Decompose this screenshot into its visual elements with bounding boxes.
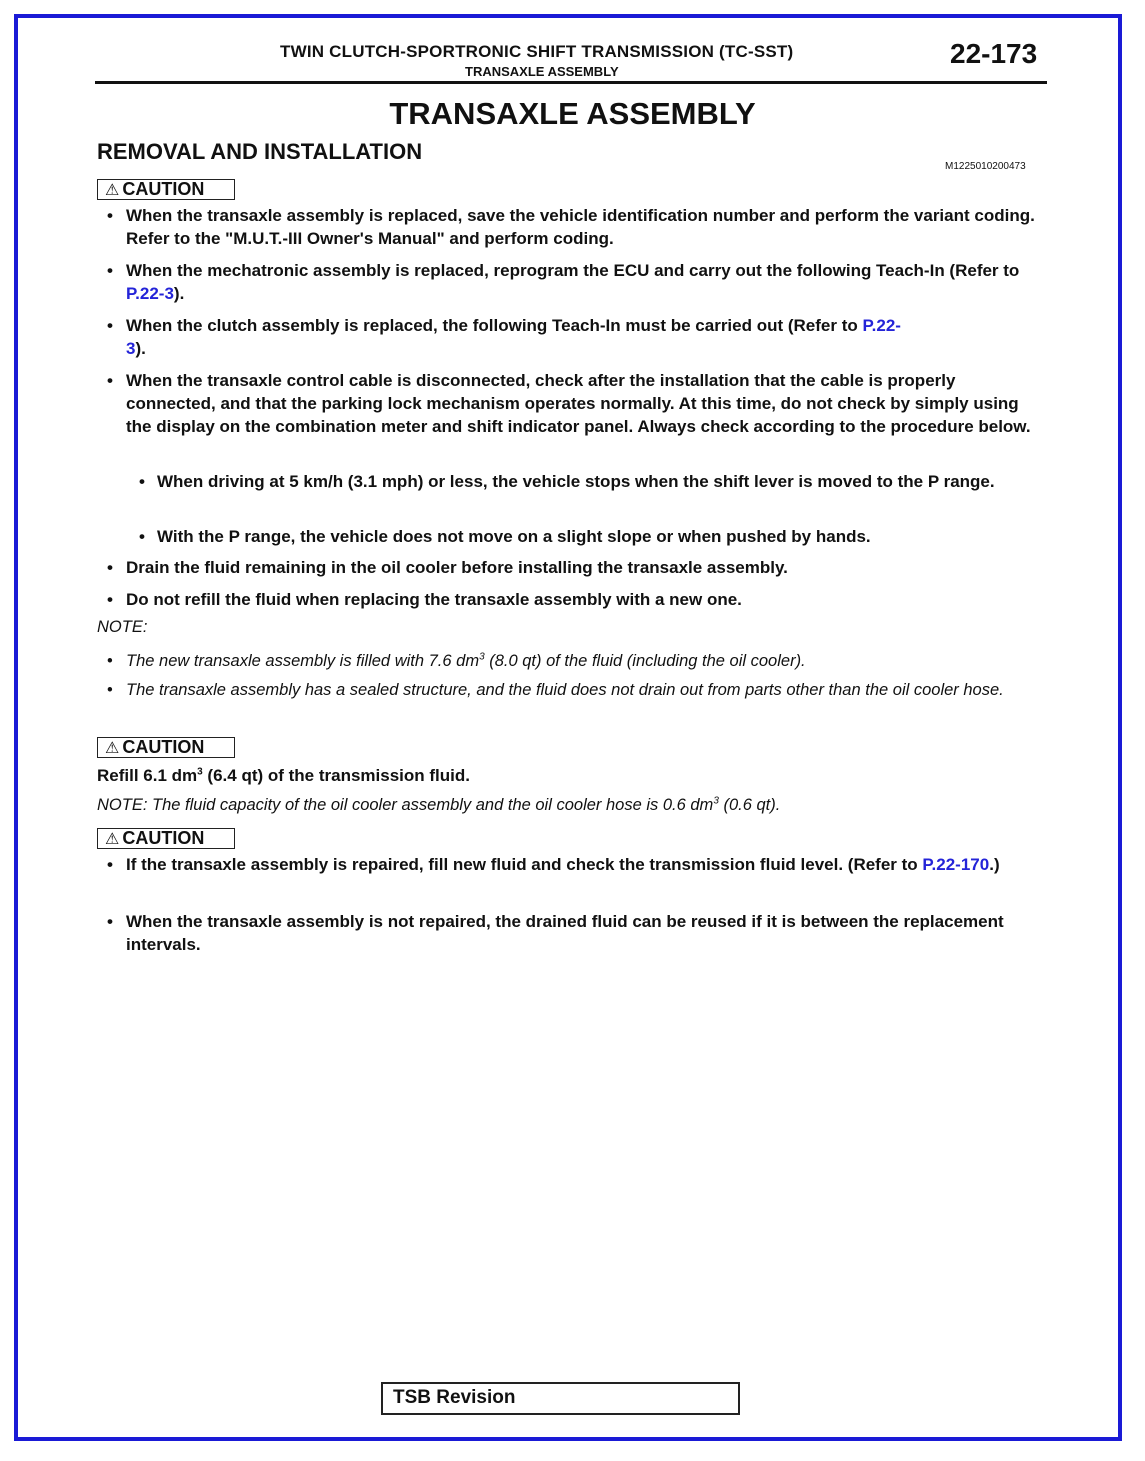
- note-item: • The transaxle assembly has a sealed structure, and the fluid does not drain out from parts other than the oil cooler hose.: [126, 679, 1046, 702]
- list-item: • When the clutch assembly is replaced, the following Teach-In must be carried out (Refer to P.22- 3).: [107, 316, 901, 358]
- bullet-icon: •: [107, 652, 113, 670]
- section-title: TWIN CLUTCH-SPORTRONIC SHIFT TRANSMISSION (TC-SST): [280, 42, 794, 61]
- caution-box: [97, 828, 235, 849]
- bullet-icon: •: [107, 558, 113, 577]
- warning-triangle-icon: ⚠: [105, 831, 120, 848]
- caution-box: [97, 179, 235, 200]
- caution-label: CAUTION: [122, 737, 205, 757]
- bullet-icon: •: [107, 316, 113, 335]
- list-item: • If the transaxle assembly is repaired, fill new fluid and check the transmission fluid level. (Refer to P.22-170.): [107, 855, 1000, 874]
- bullet-icon: •: [107, 681, 113, 699]
- warning-triangle-icon: ⚠: [105, 182, 120, 199]
- sub-list-item: • When driving at 5 km/h (3.1 mph) or less, the vehicle stops when the shift lever is moved to the P range.: [139, 472, 995, 491]
- bullet-icon: •: [107, 206, 113, 225]
- warning-triangle-icon: ⚠: [105, 740, 120, 757]
- note-item: • The new transaxle assembly is filled with 7.6 $dm^3$ (8.0 qt) of the fluid (including the oil cooler).: [126, 650, 1046, 673]
- list-item: • When the transaxle control cable is disconnected, check after the installation that the cable is properly connected, and that the parking lock mechanism operates normally. At this time, do not check by simply using the display on the combination meter and shift indicator panel. Always check according to the procedure below.: [107, 371, 1031, 436]
- bullet-icon: •: [107, 371, 113, 390]
- reference-link[interactable]: P.22- 3: [126, 316, 901, 358]
- list-item: • When the mechatronic assembly is replaced, reprogram the ECU and carry out the following Teach-In (Refer to P.22-3).: [107, 261, 1020, 303]
- header-divider: [95, 81, 1047, 84]
- reference-link[interactable]: P.22-170: [922, 855, 990, 874]
- bullet-icon: •: [107, 590, 113, 609]
- bullet-icon: •: [107, 261, 113, 280]
- page-subtitle: REMOVAL AND INSTALLATION: [97, 139, 423, 164]
- list-item: • When the transaxle assembly is not repaired, the drained fluid can be reused if it is between the replacement intervals.: [107, 912, 1004, 954]
- page-title: TRANSAXLE ASSEMBLY: [389, 96, 756, 131]
- caution-label: CAUTION: [122, 179, 205, 199]
- page-number: 22-173: [950, 38, 1038, 69]
- document-id: M1225010200473: [945, 161, 1026, 172]
- note-text: NOTE: The fluid capacity of the oil cooler assembly and the oil cooler hose is 0.6 $dm^3$ (0.6 qt).: [97, 795, 781, 814]
- bullet-icon: •: [139, 472, 145, 491]
- reference-link[interactable]: P.22-3: [126, 284, 174, 303]
- bullet-icon: •: [107, 912, 113, 931]
- tsb-revision-box: TSB Revision: [381, 1382, 740, 1415]
- caution-box: [97, 737, 235, 758]
- bullet-icon: •: [139, 527, 145, 546]
- subsection-title: TRANSAXLE ASSEMBLY: [465, 64, 619, 79]
- list-item: • Do not refill the fluid when replacing the transaxle assembly with a new one.: [107, 590, 742, 609]
- sub-list-item: • With the P range, the vehicle does not move on a slight slope or when pushed by hands.: [139, 527, 871, 546]
- note-label: NOTE:: [97, 618, 148, 636]
- caution-label: CAUTION: [122, 828, 205, 848]
- bullet-icon: •: [107, 855, 113, 874]
- list-item: • When the transaxle assembly is replaced, save the vehicle identification number and perform the variant coding. Refer to the "M.U.T.-III Owner's Manual" and perform coding.: [107, 206, 1035, 248]
- list-item: • Drain the fluid remaining in the oil cooler before installing the transaxle assembly.: [107, 558, 788, 577]
- caution-text: Refill 6.1 $dm^3$ (6.4 qt) of the transmission fluid.: [97, 766, 470, 785]
